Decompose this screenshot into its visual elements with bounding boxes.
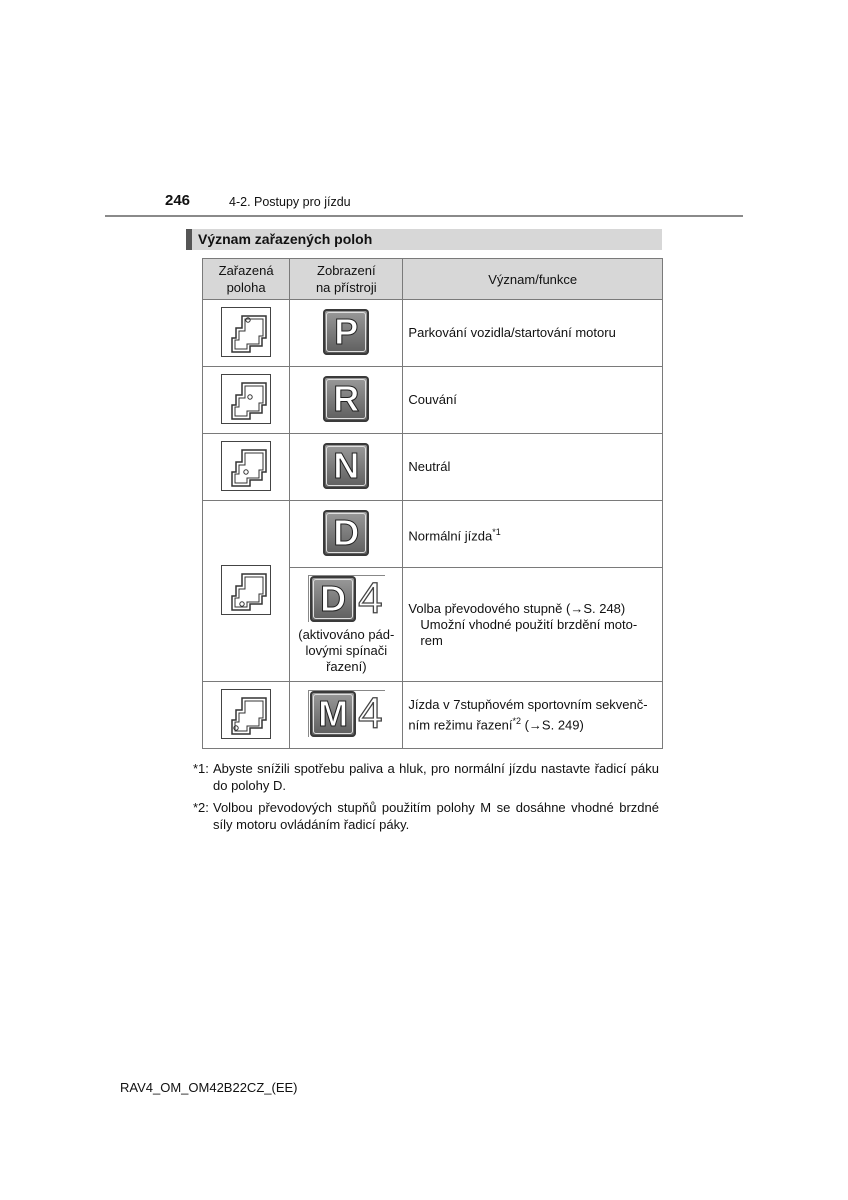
footnote-2: *2: Volbou převodových stupňů použitím polohy M se dosáhne vhodné brzdné síly motoru ovládáním řadicí páky. bbox=[193, 800, 659, 832]
display-cell bbox=[290, 682, 403, 749]
meaning-cell: Neutrál bbox=[403, 434, 663, 501]
table-row bbox=[203, 501, 663, 568]
gate-cell bbox=[203, 300, 290, 367]
paddle-note: (aktivováno pád- lovými spínači řazení) bbox=[298, 626, 395, 674]
document-code: RAV4_OM_OM42B22CZ_(EE) bbox=[120, 1080, 298, 1095]
meaning-cell: Couvání bbox=[403, 367, 663, 434]
header-display: Zobrazení na přístroji bbox=[290, 259, 403, 300]
table-row bbox=[203, 300, 663, 367]
shift-gate-icon bbox=[221, 307, 271, 357]
display-cell bbox=[290, 568, 403, 682]
footnote-1: *1: Abyste snížili spotřebu paliva a hluk, pro normální jízdu nastavte řadicí páku do polohy D. bbox=[193, 761, 659, 793]
header-position: Zařazená poloha bbox=[203, 259, 290, 300]
gate-cell bbox=[203, 501, 290, 682]
gear-p-indicator: P bbox=[323, 309, 369, 355]
table-row bbox=[203, 367, 663, 434]
shift-gate-icon bbox=[221, 565, 271, 615]
gear-m4-indicator: M 4 bbox=[308, 690, 384, 737]
gear-d4-indicator: D 4 bbox=[308, 575, 384, 622]
gate-cell bbox=[203, 434, 290, 501]
shift-gate-icon bbox=[221, 441, 271, 491]
meaning-cell: Normální jízda$^{*1}$ bbox=[403, 501, 663, 568]
gear-r-indicator: R bbox=[323, 376, 369, 422]
footnote-ref: *2 bbox=[512, 715, 521, 726]
gate-cell bbox=[203, 367, 290, 434]
page-number: 246 bbox=[165, 192, 191, 209]
display-cell bbox=[290, 300, 403, 367]
header-rule bbox=[105, 215, 743, 217]
footnote-ref: *1 bbox=[492, 526, 501, 537]
section-title: Význam zařazených poloh bbox=[186, 229, 662, 250]
table-header-row bbox=[203, 259, 663, 300]
shift-gate-icon bbox=[221, 689, 271, 739]
display-cell bbox=[290, 367, 403, 434]
gear-d-indicator: D bbox=[323, 510, 369, 556]
meaning-cell: Jízda v 7stupňovém sportovním sekvenč- ním režimu řazení$^{*2}$ (→S. 249) bbox=[403, 682, 663, 749]
shift-gate-icon bbox=[221, 374, 271, 424]
gear-n-indicator: N bbox=[323, 443, 369, 489]
header-meaning: Význam/funkce bbox=[403, 259, 663, 300]
table-row bbox=[203, 682, 663, 749]
display-cell bbox=[290, 434, 403, 501]
display-cell bbox=[290, 501, 403, 568]
chapter-title: 4-2. Postupy pro jízdu bbox=[229, 195, 351, 209]
meaning-cell: Parkování vozidla/startování motoru bbox=[403, 300, 663, 367]
meaning-cell: Volba převodového stupně (→S. 248) Umožní vhodné použití brzdění moto- rem bbox=[403, 568, 663, 682]
table-row bbox=[203, 434, 663, 501]
gate-cell bbox=[203, 682, 290, 749]
shift-position-table bbox=[202, 258, 663, 749]
